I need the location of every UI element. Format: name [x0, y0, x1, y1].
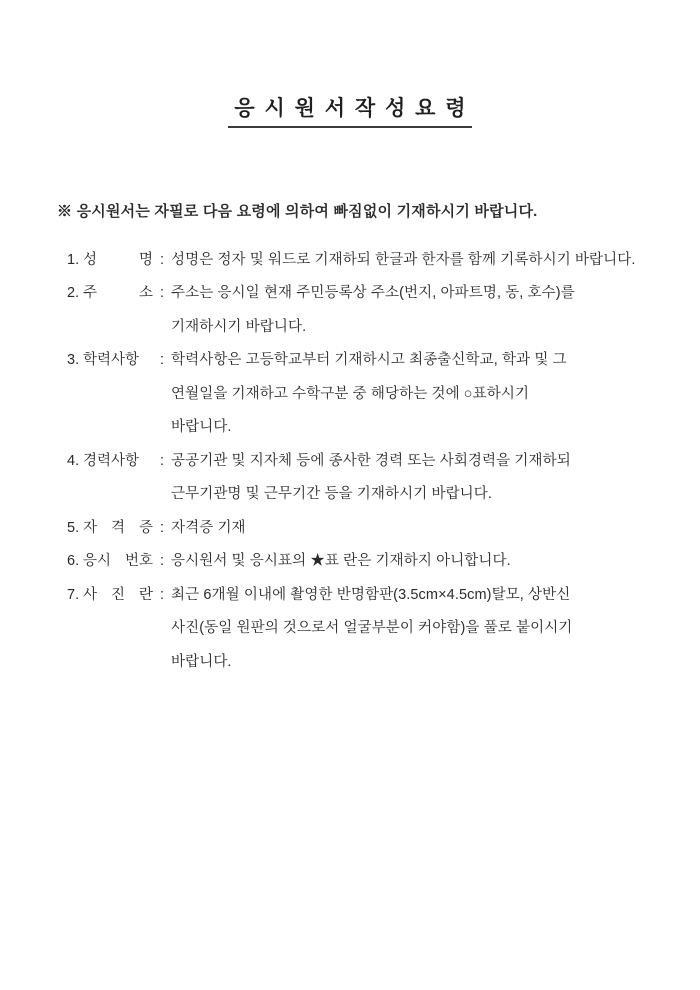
item-content: [171, 244, 670, 278]
item-number: 6.: [67, 553, 80, 569]
item-colon: :: [159, 586, 165, 603]
item-number: 2.: [67, 285, 80, 301]
item-content: [171, 579, 670, 680]
item-number: 5.: [67, 519, 80, 536]
item-text-line: 사진(동일 원판의 것으로서 얼굴부분이 커야함)을 풀로 붙이시기: [171, 620, 573, 636]
instruction-item: [67, 344, 670, 445]
item-label: 응시 번호: [83, 553, 153, 569]
item-text-line: 최근 6개월 이내에 촬영한 반명함판(3.5cm×4.5cm)탈모, 상반신: [171, 586, 571, 603]
item-colon: :: [159, 352, 165, 368]
item-number: 1.: [67, 251, 80, 268]
item-text-line: 연월일을 기재하고 수학구분 중 해당하는 것에 ○표하시기: [171, 385, 530, 402]
instruction-item: [67, 445, 670, 512]
item-text-line: 주소는 응시일 현재 주민등록상 주소(번지, 아파트명, 동, 호수)를: [171, 285, 575, 301]
instruction-item: [67, 277, 670, 344]
instruction-item: [67, 579, 670, 680]
item-text-line: 바랍니다.: [171, 419, 232, 435]
document-body: [57, 180, 670, 679]
item-label: 경력사항: [83, 452, 140, 469]
item-text-line: 기재하시기 바랍니다.: [171, 318, 307, 335]
item-number: 3.: [67, 352, 80, 368]
title-container: [0, 92, 700, 128]
item-label: 주 소: [83, 285, 153, 301]
item-colon: :: [159, 553, 165, 569]
item-text-line: 공공기관 및 지자체 등에 종사한 경력 또는 사회경력을 기재하되: [171, 452, 571, 469]
item-text-line: 학력사항은 고등학교부터 기재하시고 최종출신학교, 학과 및 그: [171, 352, 567, 368]
item-label: 자 격 증: [83, 519, 153, 536]
item-text-line: 성명은 정자 및 워드로 기재하되 한글과 한자를 함께 기록하시기 바랍니다.: [171, 251, 636, 268]
item-colon: :: [159, 519, 165, 536]
item-text-line: 응시원서 및 응시표의 ★표 란은 기재하지 아니합니다.: [171, 553, 511, 569]
item-number: 4.: [67, 452, 80, 469]
item-label: 사 진 란: [83, 586, 153, 603]
item-label: 성 명: [83, 251, 153, 268]
item-text-line: 자격증 기재: [171, 519, 246, 536]
item-content: [171, 344, 670, 445]
item-content: [171, 512, 670, 546]
item-text-line: 근무기관명 및 근무기간 등을 기재하시기 바랍니다.: [171, 486, 493, 502]
page-title: 응 시 원 서 작 성 요 령: [228, 92, 471, 128]
instruction-list: [57, 244, 670, 680]
instruction-item: [67, 545, 670, 579]
item-colon: :: [159, 251, 165, 268]
item-colon: :: [159, 285, 165, 301]
instruction-item: [67, 512, 670, 546]
item-content: [171, 277, 670, 344]
item-text-line: 바랍니다.: [171, 653, 232, 670]
item-content: [171, 545, 670, 579]
item-content: [171, 445, 670, 512]
instruction-item: [67, 244, 670, 278]
intro-note: ※ 응시원서는 자필로 다음 요령에 의하여 빠짐없이 기재하시기 바랍니다.: [57, 203, 538, 220]
item-colon: :: [159, 452, 165, 469]
item-number: 7.: [67, 586, 80, 603]
item-label: 학력사항: [83, 352, 140, 368]
